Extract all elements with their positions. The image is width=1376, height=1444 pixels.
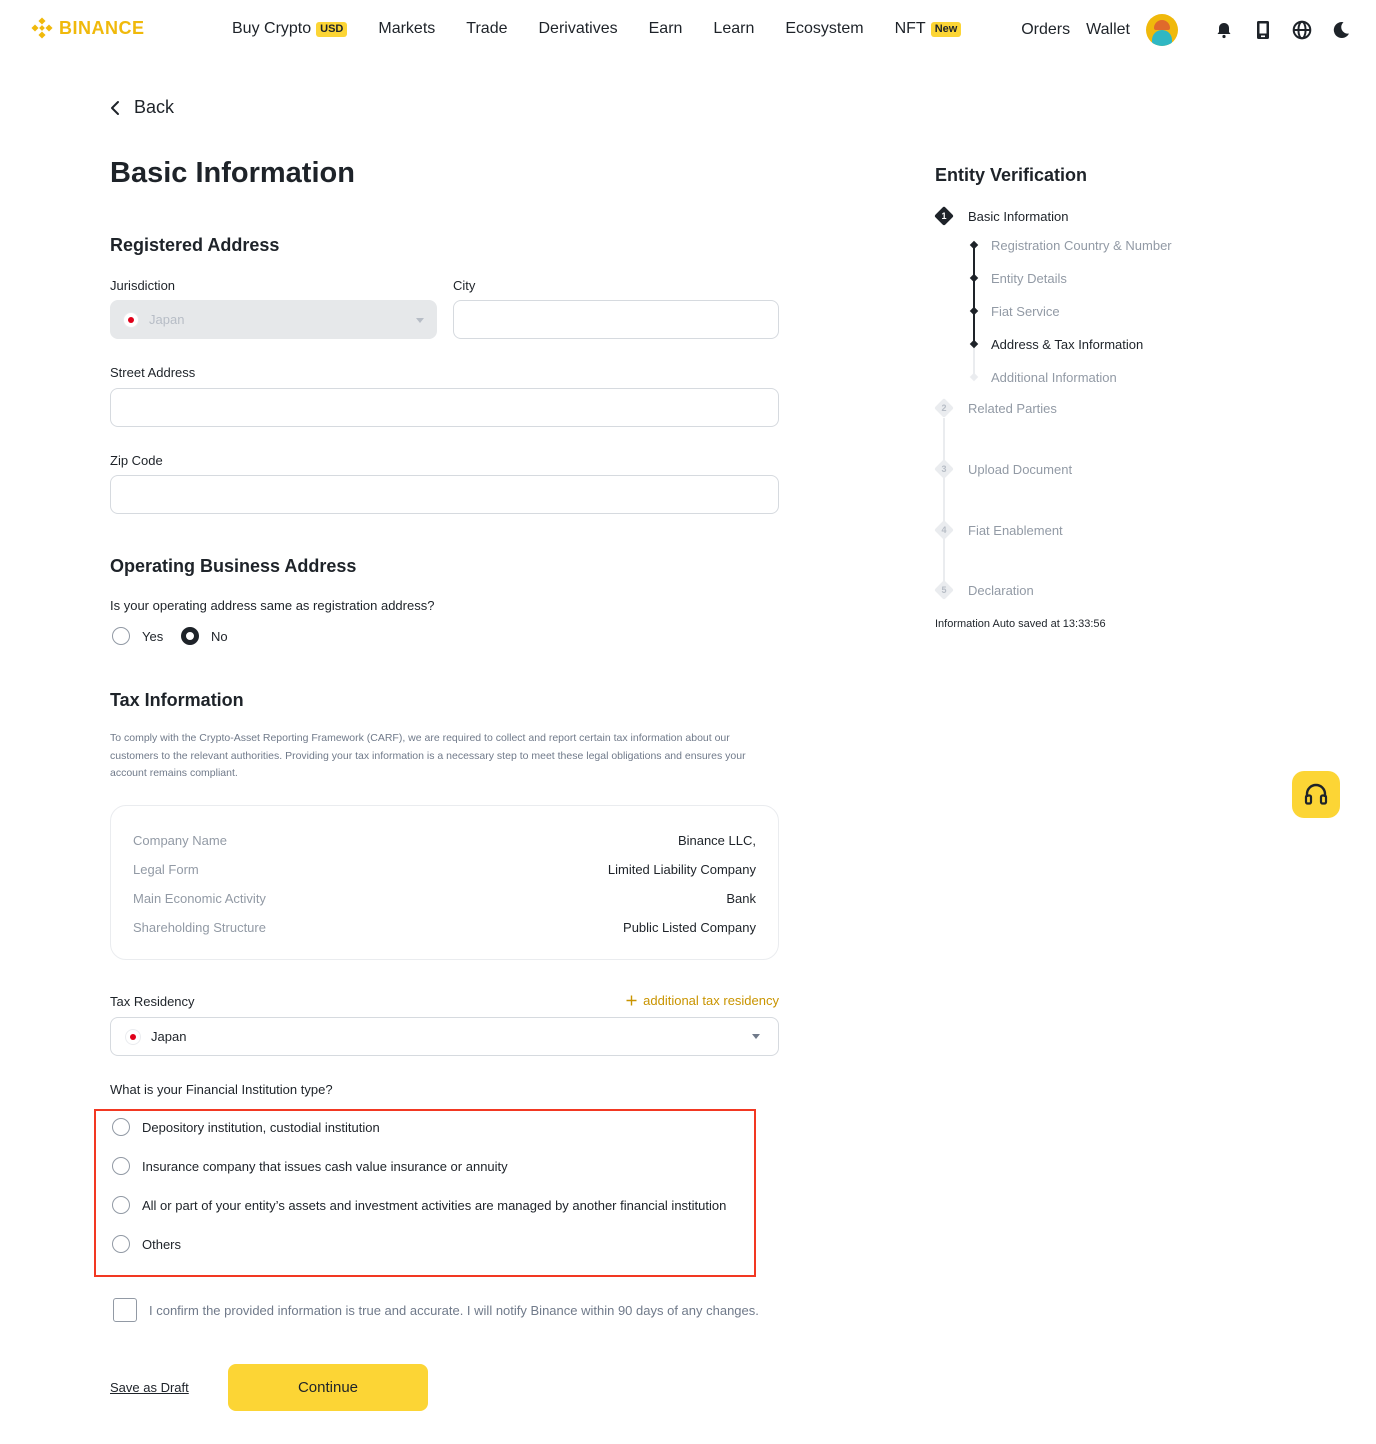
step-number-icon: 1 bbox=[934, 206, 954, 226]
step-number-icon: 5 bbox=[934, 580, 954, 600]
main-nav bbox=[232, 20, 992, 38]
usd-badge: USD bbox=[316, 22, 347, 37]
city-label: City bbox=[453, 278, 476, 293]
japan-flag-icon bbox=[123, 312, 139, 328]
add-tax-residency-link[interactable] bbox=[626, 993, 779, 1008]
new-badge: New bbox=[931, 22, 962, 37]
step-label: Related Parties bbox=[968, 400, 1057, 416]
radio-unchecked-icon bbox=[112, 1196, 130, 1214]
japan-flag-icon bbox=[125, 1029, 141, 1045]
moon-icon[interactable] bbox=[1330, 19, 1352, 41]
substep-fiat-service: Fiat Service bbox=[991, 304, 1060, 319]
fi-option-managed[interactable] bbox=[112, 1196, 726, 1214]
step-number-icon: 2 bbox=[934, 398, 954, 418]
radio-unchecked-icon bbox=[112, 1235, 130, 1253]
radio-checked-icon bbox=[181, 627, 199, 645]
header-actions bbox=[1021, 14, 1352, 46]
substep-entity-details: Entity Details bbox=[991, 271, 1067, 286]
tax-residency-label: Tax Residency bbox=[110, 994, 195, 1009]
company-info-card bbox=[110, 805, 779, 960]
info-row bbox=[133, 884, 756, 913]
same-address-question: Is your operating address same as registration address? bbox=[110, 598, 435, 613]
brand-name: BINANCE bbox=[59, 17, 145, 38]
step-related-parties bbox=[934, 398, 1057, 418]
fi-type-question: What is your Financial Institution type? bbox=[110, 1082, 333, 1097]
radio-unchecked-icon bbox=[112, 627, 130, 645]
fi-option-depository[interactable] bbox=[112, 1118, 380, 1136]
entity-verification-title: Entity Verification bbox=[935, 165, 1088, 185]
step-label: Upload Document bbox=[968, 461, 1073, 477]
nav-label: Trade bbox=[466, 20, 508, 37]
step-declaration bbox=[934, 580, 1034, 600]
substep-dot-icon bbox=[970, 274, 978, 282]
info-row bbox=[133, 855, 756, 884]
nav-label: Markets bbox=[378, 20, 436, 37]
nav-learn[interactable] bbox=[713, 20, 754, 38]
street-address-label: Street Address bbox=[110, 365, 196, 380]
nav-label: Ecosystem bbox=[785, 20, 864, 37]
nav-label: NFT bbox=[894, 20, 926, 37]
substep-dot-icon bbox=[970, 373, 978, 381]
nav-buy-crypto[interactable] bbox=[232, 20, 347, 38]
substep-dot-icon bbox=[970, 340, 978, 348]
operating-address-title: Operating Business Address bbox=[110, 556, 357, 576]
orders-link[interactable]: Orders bbox=[1021, 21, 1071, 38]
autosave-status: Information Auto saved at 13:33:56 bbox=[935, 618, 1106, 630]
progress-line bbox=[973, 244, 975, 344]
tax-information-title: Tax Information bbox=[110, 690, 244, 710]
radio-label: No bbox=[211, 628, 228, 644]
substep-dot-icon bbox=[970, 307, 978, 315]
nav-earn[interactable] bbox=[649, 20, 683, 38]
page-title: Basic Information bbox=[110, 157, 355, 189]
radio-label: Yes bbox=[142, 628, 164, 644]
zip-code-label: Zip Code bbox=[110, 453, 163, 468]
info-row bbox=[133, 913, 756, 942]
support-chat-button[interactable] bbox=[1292, 771, 1340, 818]
nav-label: Derivatives bbox=[538, 20, 618, 37]
jurisdiction-label: Jurisdiction bbox=[110, 278, 176, 293]
back-button[interactable] bbox=[110, 97, 174, 118]
same-address-yes[interactable] bbox=[112, 627, 163, 645]
nav-label: Learn bbox=[713, 20, 755, 37]
confirm-checkbox-row[interactable] bbox=[113, 1298, 759, 1322]
plus-icon bbox=[626, 995, 637, 1006]
radio-unchecked-icon bbox=[112, 1157, 130, 1175]
tax-description: To comply with the Crypto-Asset Reporting Framework (CARF), we are required to collect and report certain tax information about our customers to the relevant authorities. Providing your tax information is a necessary step to meet these legal obligations and ensures your account remains compliant. bbox=[110, 732, 746, 779]
registered-address-title: Registered Address bbox=[110, 235, 280, 255]
info-key: Shareholding Structure bbox=[133, 920, 266, 935]
substep-registration: Registration Country & Number bbox=[991, 238, 1172, 253]
radio-label: Others bbox=[142, 1236, 182, 1252]
radio-unchecked-icon bbox=[112, 1118, 130, 1136]
tax-residency-value: Japan bbox=[151, 1029, 187, 1044]
binance-logo[interactable] bbox=[31, 17, 145, 39]
step-label: Basic Information bbox=[968, 208, 1069, 224]
nav-label: Earn bbox=[648, 20, 683, 37]
back-label: Back bbox=[134, 97, 175, 117]
radio-label: Depository institution, custodial institution bbox=[142, 1119, 380, 1135]
chevron-left-icon bbox=[110, 100, 120, 116]
progress-line-pending bbox=[943, 418, 945, 588]
jurisdiction-value: Japan bbox=[149, 312, 185, 327]
headset-icon bbox=[1303, 783, 1329, 807]
caret-down-icon bbox=[752, 1034, 760, 1039]
zip-code-input[interactable] bbox=[110, 475, 779, 514]
save-as-draft-link[interactable]: Save as Draft bbox=[110, 1380, 189, 1395]
fi-option-others[interactable] bbox=[112, 1235, 181, 1253]
info-value: Binance LLC, bbox=[677, 833, 756, 848]
step-label: Declaration bbox=[968, 582, 1034, 598]
step-upload-document bbox=[934, 459, 1072, 479]
info-value: Public Listed Company bbox=[623, 920, 756, 935]
substep-address-tax: Address & Tax Information bbox=[991, 337, 1144, 352]
top-nav-bar bbox=[0, 0, 1376, 62]
nav-trade[interactable] bbox=[466, 20, 507, 38]
download-icon[interactable] bbox=[1252, 19, 1274, 41]
nav-ecosystem[interactable] bbox=[785, 20, 863, 38]
radio-label: All or part of your entity’s assets and investment activities are managed by another financial institution bbox=[142, 1197, 727, 1213]
city-input[interactable] bbox=[453, 300, 779, 339]
avatar[interactable] bbox=[1146, 14, 1178, 46]
jurisdiction-select bbox=[110, 300, 437, 339]
step-label: Fiat Enablement bbox=[968, 522, 1063, 538]
confirm-checkbox[interactable] bbox=[113, 1298, 137, 1322]
substep-dot-icon bbox=[970, 241, 978, 249]
continue-button[interactable]: Continue bbox=[228, 1364, 428, 1411]
street-address-input[interactable] bbox=[110, 388, 779, 427]
radio-label: Insurance company that issues cash value insurance or annuity bbox=[142, 1158, 508, 1174]
step-number-icon: 4 bbox=[934, 520, 954, 540]
binance-logo-icon bbox=[31, 17, 53, 39]
info-value: Limited Liability Company bbox=[607, 862, 756, 877]
wallet-link[interactable]: Wallet bbox=[1086, 21, 1130, 38]
nav-nft[interactable] bbox=[895, 20, 962, 38]
tax-residency-select[interactable] bbox=[110, 1017, 779, 1056]
confirm-label: I confirm the provided information is true and accurate. I will notify Binance within 90 days of any changes. bbox=[149, 1302, 759, 1318]
step-number-icon: 3 bbox=[934, 459, 954, 479]
info-key: Company Name bbox=[133, 833, 227, 848]
step-fiat-enablement bbox=[934, 520, 1063, 540]
globe-icon[interactable] bbox=[1291, 19, 1313, 41]
info-key: Main Economic Activity bbox=[133, 891, 266, 906]
step-basic-information bbox=[934, 206, 1068, 226]
add-residency-label: additional tax residency bbox=[643, 993, 779, 1008]
same-address-no[interactable] bbox=[181, 627, 228, 645]
nav-derivatives[interactable] bbox=[538, 20, 617, 38]
nav-label: Buy Crypto bbox=[232, 20, 312, 37]
fi-option-insurance[interactable] bbox=[112, 1157, 508, 1175]
info-key: Legal Form bbox=[133, 862, 199, 877]
info-value: Bank bbox=[726, 891, 756, 906]
bell-icon[interactable] bbox=[1213, 19, 1235, 41]
substep-additional-info: Additional Information bbox=[991, 370, 1117, 385]
caret-down-icon bbox=[416, 318, 424, 323]
info-row bbox=[133, 826, 756, 855]
nav-markets[interactable] bbox=[378, 20, 435, 38]
